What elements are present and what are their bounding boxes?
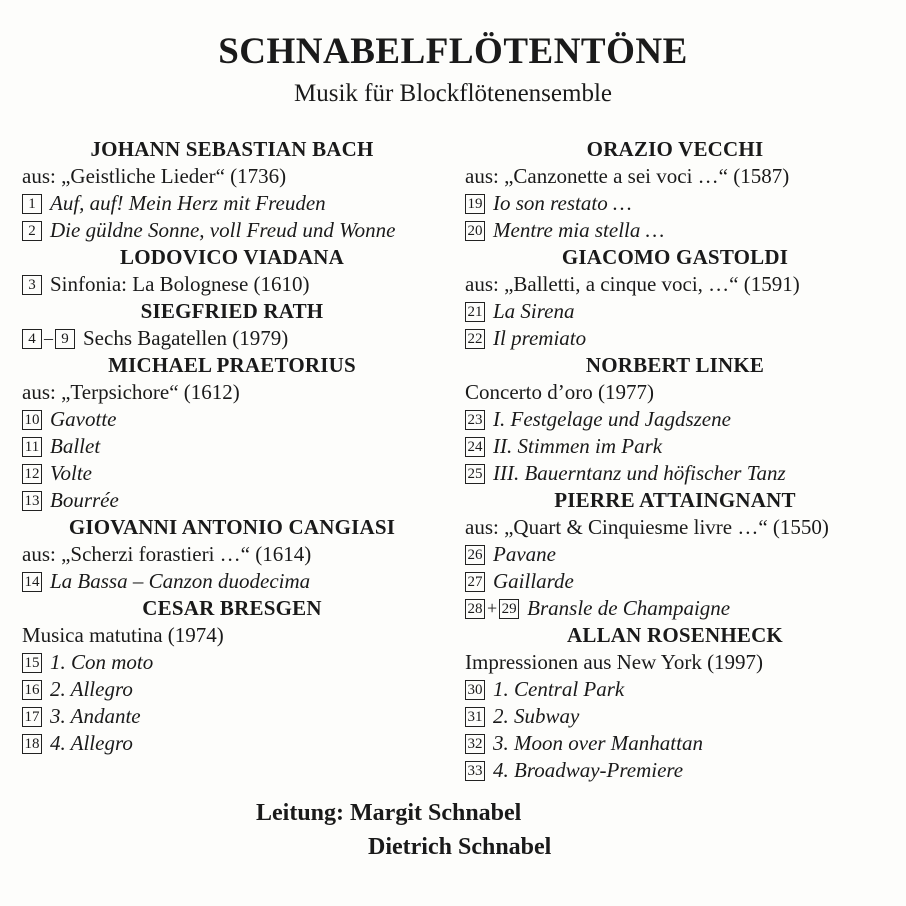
track-title: Gaillarde (493, 569, 574, 593)
track-row (22, 217, 442, 244)
composer-heading: SIEGFRIED RATH (140, 299, 324, 323)
track-number: 19 (465, 194, 485, 214)
track-number: 33 (465, 761, 485, 781)
track-row (465, 568, 885, 595)
composer-heading: NORBERT LINKE (585, 353, 765, 377)
track-number: 31 (465, 707, 485, 727)
track-title: III. Bauerntanz und höfischer Tanz (493, 461, 786, 485)
album-title: SCHNABELFLÖTENTÖNE (218, 31, 688, 72)
track-row (22, 649, 442, 676)
track-number: 17 (22, 707, 42, 727)
track-title: 4. Allegro (50, 731, 133, 755)
track-number: 15 (22, 653, 42, 673)
track-title: 1. Con moto (50, 650, 154, 674)
track-title: II. Stimmen im Park (493, 434, 663, 458)
composer-heading: JOHANN SEBASTIAN BACH (90, 137, 374, 161)
track-row (22, 730, 442, 757)
range-separator: – (44, 328, 53, 348)
track-number: 1 (22, 194, 42, 214)
track-title: Il premiato (493, 326, 587, 350)
source-line: aus: „Geistliche Lieder“ (1736) (22, 164, 287, 188)
track-number: 27 (465, 572, 485, 592)
track-title: Auf, auf! Mein Herz mit Freuden (50, 191, 326, 215)
track-row (465, 703, 885, 730)
track-number: 24 (465, 437, 485, 457)
album-subtitle: Musik für Blockflötenensemble (294, 80, 612, 107)
track-row (22, 460, 442, 487)
track-number: 16 (22, 680, 42, 700)
track-row (465, 406, 885, 433)
track-title: Sinfonia: La Bolognese (1610) (50, 272, 310, 296)
conductor-credit: Leitung: Margit Schnabel (256, 800, 522, 826)
track-title: Ballet (50, 434, 101, 458)
conductor-credit: Dietrich Schnabel (368, 834, 552, 860)
track-number: 4 (22, 329, 42, 349)
track-row (22, 487, 442, 514)
track-number: 25 (465, 464, 485, 484)
track-number: 32 (465, 734, 485, 754)
composer-heading: ORAZIO VECCHI (586, 137, 764, 161)
track-number: 13 (22, 491, 42, 511)
track-title: Mentre mia stella … (493, 218, 665, 242)
track-title: Die güldne Sonne, voll Freud und Wonne (50, 218, 396, 242)
source-line: Concerto d’oro (1977) (465, 380, 654, 404)
track-number: 11 (22, 437, 42, 457)
composer-heading: PIERRE ATTAINGNANT (554, 488, 796, 512)
track-number: 22 (465, 329, 485, 349)
track-number: 3 (22, 275, 42, 295)
track-number: 23 (465, 410, 485, 430)
source-line: aus: „Terpsichore“ (1612) (22, 380, 240, 404)
track-row (22, 271, 442, 298)
composer-heading: ALLAN ROSENHECK (567, 623, 783, 647)
track-title: 3. Andante (50, 704, 141, 728)
track-title: La Sirena (493, 299, 575, 323)
track-row (22, 676, 442, 703)
track-number: 30 (465, 680, 485, 700)
track-number: 12 (22, 464, 42, 484)
track-title: Gavotte (50, 407, 117, 431)
track-row (22, 190, 442, 217)
track-title: Bransle de Champaigne (527, 596, 731, 620)
track-row (22, 568, 442, 595)
track-title: Sechs Bagatellen (1979) (83, 326, 289, 350)
track-number: 2 (22, 221, 42, 241)
track-title: I. Festgelage und Jagdszene (493, 407, 731, 431)
track-title: 2. Allegro (50, 677, 133, 701)
track-row (22, 433, 442, 460)
track-title: 1. Central Park (493, 677, 625, 701)
track-number: 20 (465, 221, 485, 241)
source-line: aus: „Canzonette a sei voci …“ (1587) (465, 164, 790, 188)
track-number: 9 (55, 329, 75, 349)
track-row (465, 433, 885, 460)
track-title: 2. Subway (493, 704, 580, 728)
track-title: Pavane (493, 542, 556, 566)
composer-heading: CESAR BRESGEN (142, 596, 322, 620)
track-row (465, 460, 885, 487)
track-row (465, 730, 885, 757)
track-title: Io son restato … (493, 191, 632, 215)
source-line: Impressionen aus New York (1997) (465, 650, 764, 674)
track-row (465, 217, 885, 244)
track-row (465, 757, 885, 784)
track-row (465, 298, 885, 325)
track-row (22, 325, 442, 352)
track-title: 3. Moon over Manhattan (493, 731, 703, 755)
source-line: aus: „Scherzi forastieri …“ (1614) (22, 542, 312, 566)
combine-separator: + (487, 598, 498, 618)
track-number: 18 (22, 734, 42, 754)
track-number: 14 (22, 572, 42, 592)
track-row (465, 190, 885, 217)
source-line: aus: „Quart & Cinquiesme livre …“ (1550) (465, 515, 829, 539)
track-title: 4. Broadway-Premiere (493, 758, 684, 782)
track-title: La Bassa – Canzon duodecima (50, 569, 311, 593)
track-row (465, 676, 885, 703)
track-row (22, 406, 442, 433)
track-number: 21 (465, 302, 485, 322)
track-row (465, 541, 885, 568)
track-number: 28 (465, 599, 485, 619)
composer-heading: LODOVICO VIADANA (120, 245, 344, 269)
track-number: 26 (465, 545, 485, 565)
composer-heading: MICHAEL PRAETORIUS (108, 353, 356, 377)
composer-heading: GIACOMO GASTOLDI (561, 245, 789, 269)
track-row (465, 325, 885, 352)
track-number: 29 (499, 599, 519, 619)
right-column (465, 136, 885, 784)
track-title: Bourrée (50, 488, 119, 512)
track-row (465, 595, 885, 622)
source-line: Musica matutina (1974) (22, 623, 224, 647)
track-number: 10 (22, 410, 42, 430)
left-column (22, 136, 442, 757)
track-title: Volte (50, 461, 92, 485)
composer-heading: GIOVANNI ANTONIO CANGIASI (68, 515, 396, 539)
source-line: aus: „Balletti, a cinque voci, …“ (1591) (465, 272, 800, 296)
track-row (22, 703, 442, 730)
